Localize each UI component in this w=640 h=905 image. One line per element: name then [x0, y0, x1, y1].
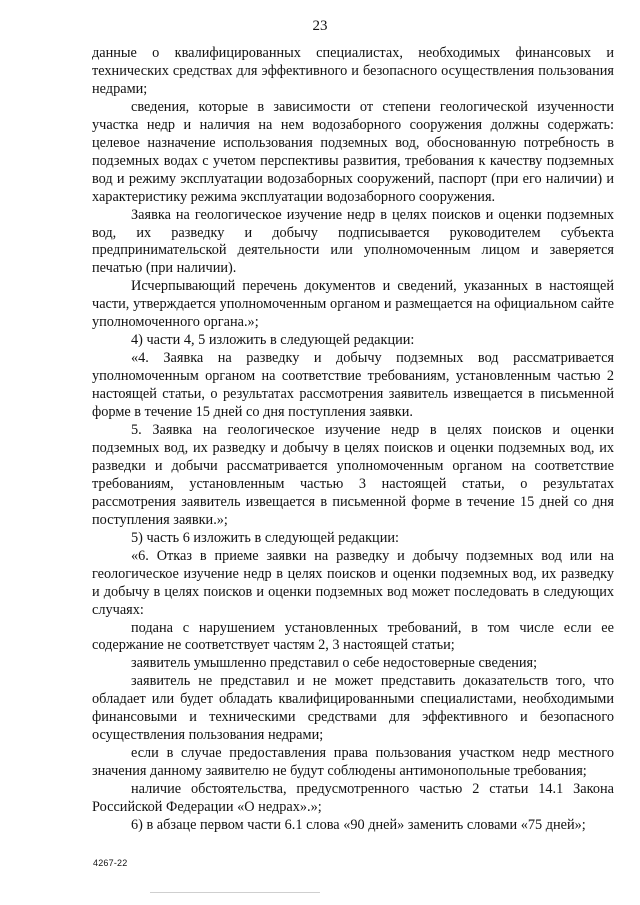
page-number: 23 [312, 18, 328, 34]
paragraph: Исчерпывающий перечень документов и сведений, указанных в настоящей части, утверждается уполномоченным органом и размещается на официальном сайте уполномоченного органа.»; [92, 278, 614, 331]
paragraph: 6) в абзаце первом части 6.1 слова «90 дней» заменить словами «75 дней»; [131, 816, 586, 833]
paragraph: заявитель не представил и не может представить доказательств того, что обладает или будет обладать квалифицированными специалистами, необходимыми финансовыми и техническими средствами для эффективного и безопасного осуществления пользования недрами; [92, 673, 614, 744]
paragraph: заявитель умышленно представил о себе недостоверные сведения; [131, 655, 538, 672]
paragraph: наличие обстоятельства, предусмотренного частью 2 статьи 14.1 Закона Российской Федерации «О недрах».»; [92, 781, 614, 816]
paragraph: 5) часть 6 изложить в следующей редакции: [131, 529, 399, 546]
paragraph: 4) части 4, 5 изложить в следующей редакции: [131, 332, 415, 349]
paragraph: сведения, которые в зависимости от степени геологической изученности участка недр и наличия на нем водозаборного сооружения должны содержать: целевое назначение использования подземных вод, обоснованную потребность в подземных водах с учетом перспективы развития, требования к качеству подземных вод и режиму эксплуатации водозаборных сооружений, паспорт (при его наличии) и характеристику режима эксплуатации водозаборного сооружения. [92, 98, 614, 205]
paragraph: если в случае предоставления права пользования участком недр местного значения данному заявителю не будут соблюдены антимонопольные требования; [92, 745, 614, 780]
document-code: 4267-22 [93, 858, 128, 868]
paragraph: Заявка на геологическое изучение недр в целях поисков и оценки подземных вод, их разведку и добычу подписывается руководителем субъекта предпринимательской деятельности или уполномоченным лицом и заверяется печатью (при наличии). [92, 206, 614, 277]
paragraph: «6. Отказ в приеме заявки на разведку и добычу подземных вод или на геологическое изучение недр в целях поисков и оценки подземных вод, их разведку и добычу в целях поисков и оценки подземных вод может последовать в следующих случаях: [92, 547, 614, 618]
paragraph: «4. Заявка на разведку и добычу подземных вод рассматривается уполномоченным органом на соответствие требованиям, установленным частью 2 настоящей статьи, о результатах рассмотрения заявитель извещается в письменной форме в течение 15 дней со дня поступления заявки. [92, 350, 614, 421]
paragraph: данные о квалифицированных специалистах, необходимых финансовых и технических средствах для эффективного и безопасного осуществления пользования недрами; [92, 45, 614, 97]
scan-artifact [150, 892, 320, 893]
paragraph: 5. Заявка на геологическое изучение недр в целях поисков и оценки подземных вод, их разведку и добычу в целях поисков и оценки подземных вод, их разведки и добычи рассматривается уполномоченным органом на соответствие требованиям, установленным частью 3 настоящей статьи, о результатах рассмотрения заявитель извещается в письменной форме в течение 15 дней со дня поступления заявки.»; [92, 422, 614, 528]
document-body [92, 45, 614, 835]
paragraph: подана с нарушением установленных требований, в том числе если ее содержание не соответствует частям 2, 3 настоящей статьи; [92, 619, 614, 654]
